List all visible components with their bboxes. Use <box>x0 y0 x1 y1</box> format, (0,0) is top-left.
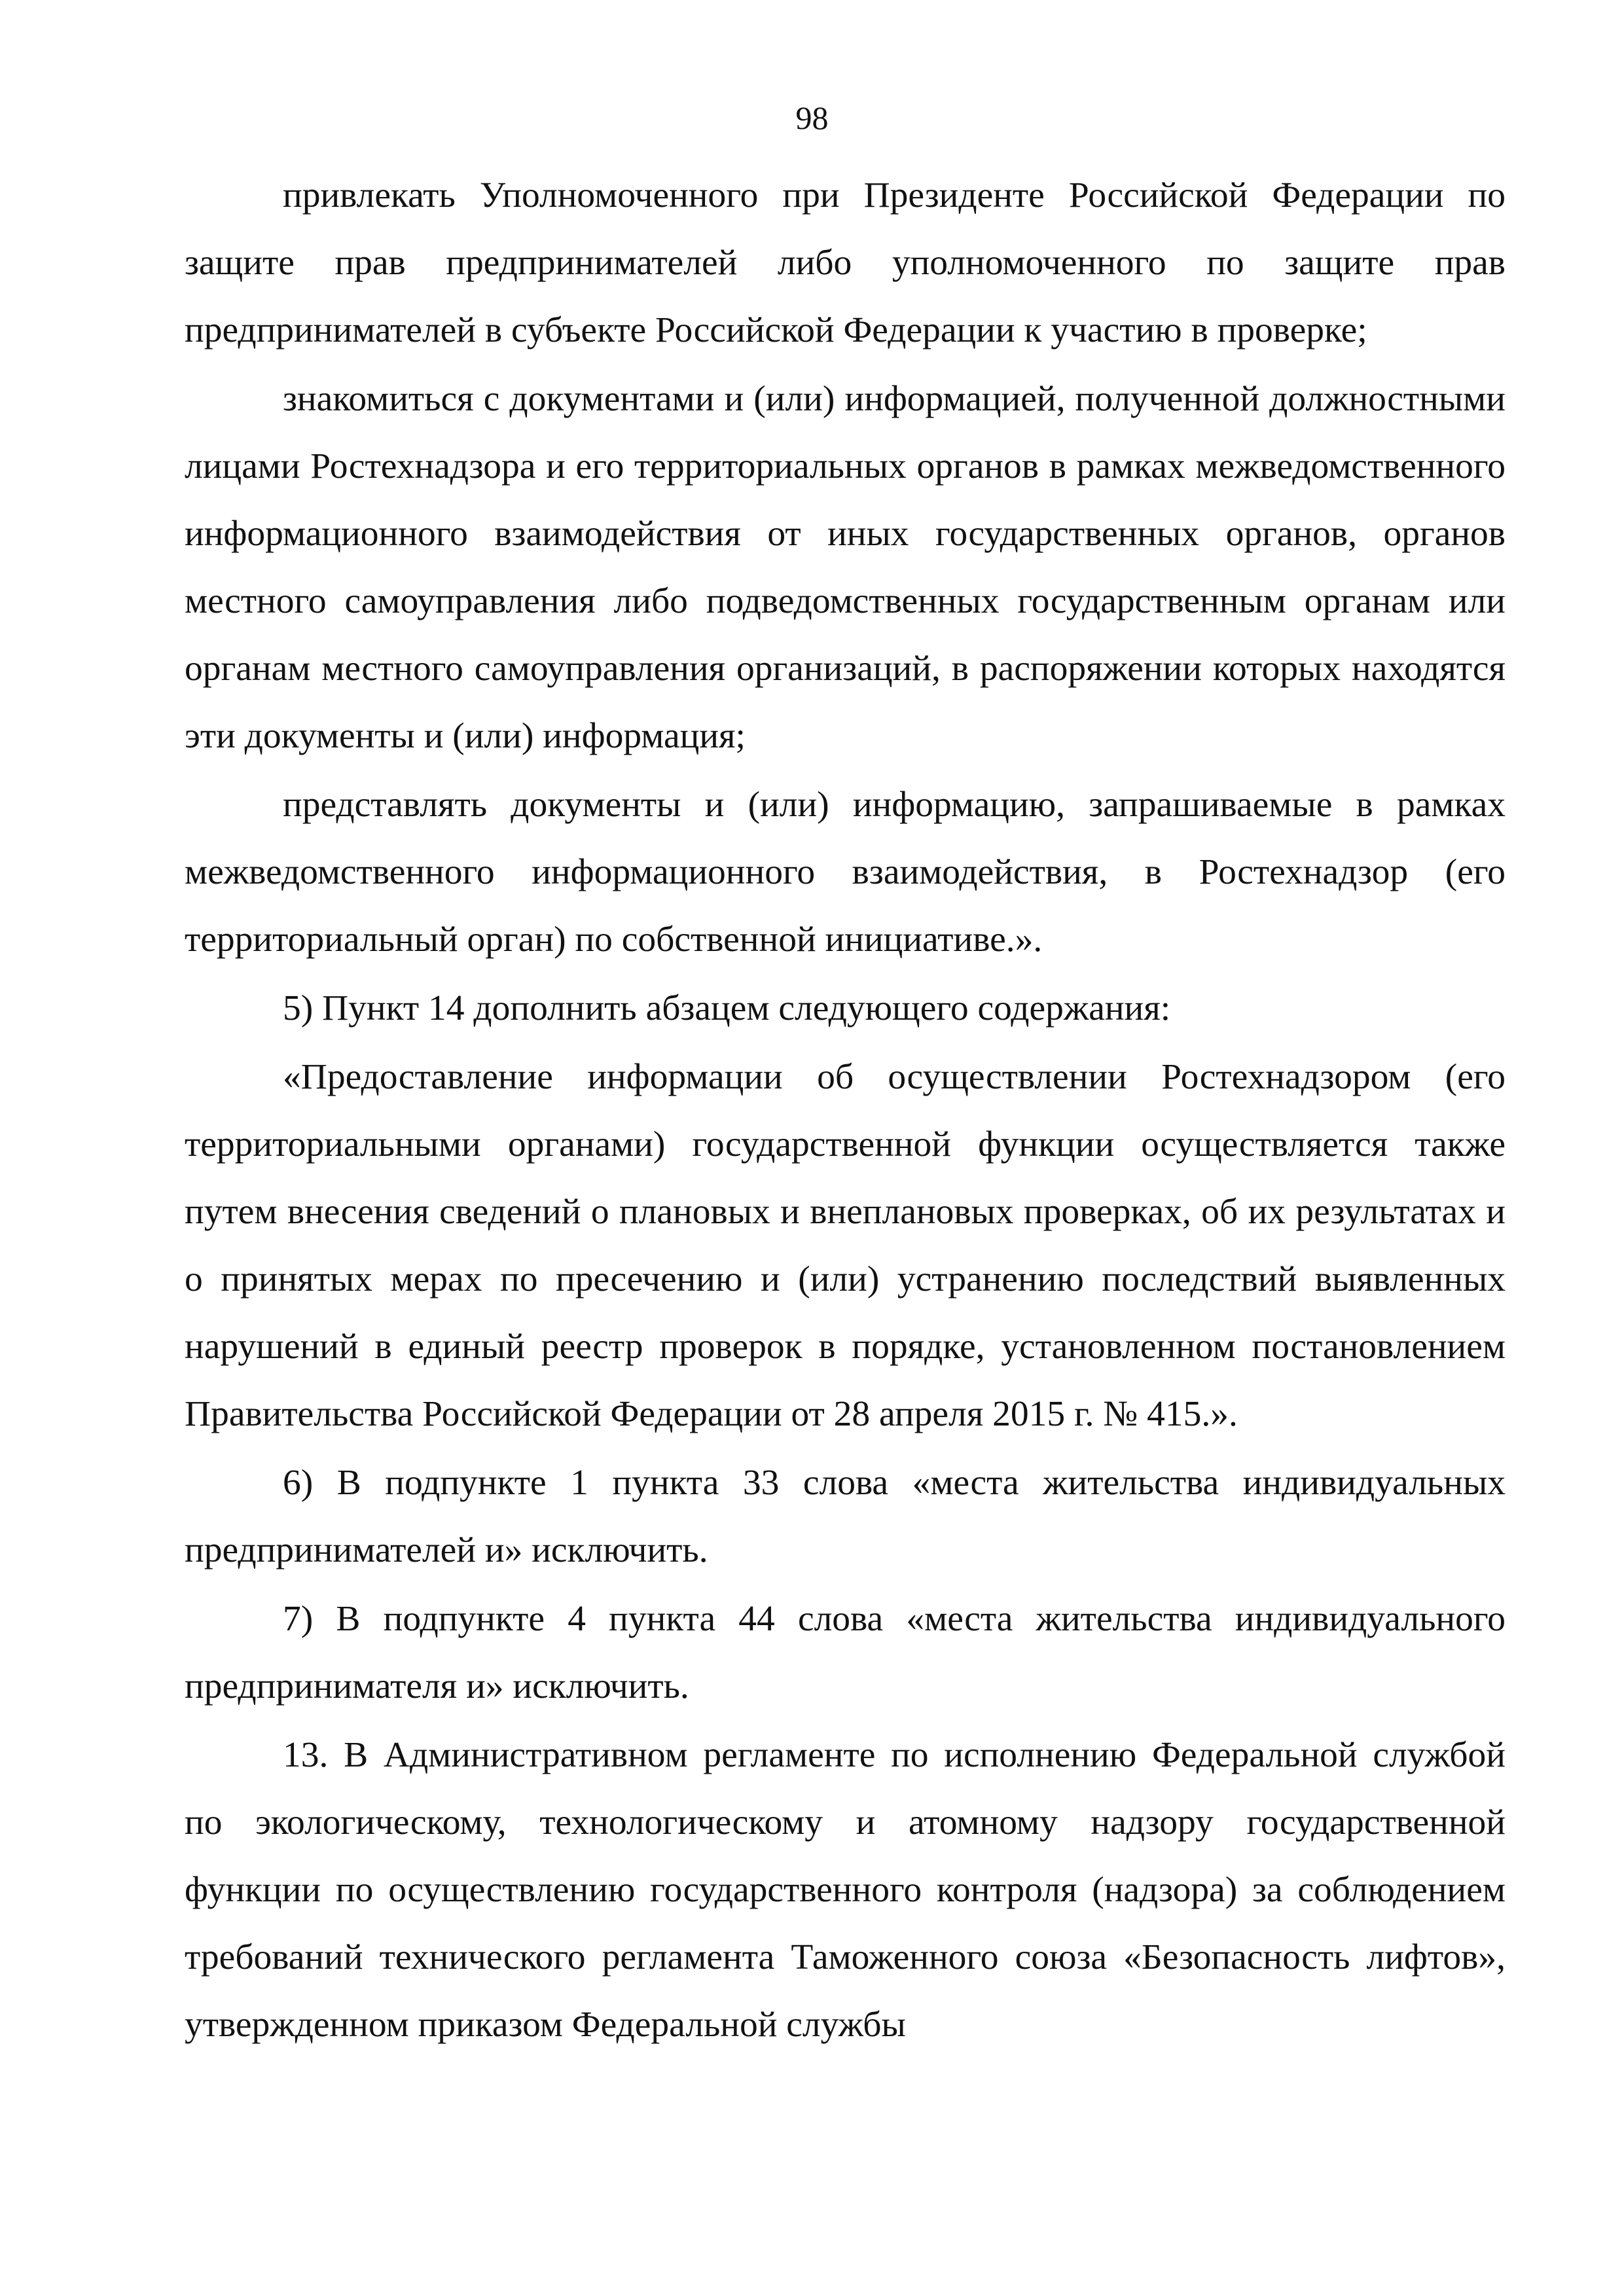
document-body <box>185 162 1506 2058</box>
paragraph-7: 7) В подпункте 4 пункта 44 слова «места жительства индивидуального предпринимателя и» исключить. <box>185 1599 1506 1706</box>
paragraph-6: 6) В подпункте 1 пункта 33 слова «места жительства индивидуальных предпринимателей и» исключить. <box>185 1463 1506 1570</box>
paragraph-4: 5) Пункт 14 дополнить абзацем следующего содержания: <box>283 988 1171 1028</box>
page-number: 98 <box>795 99 829 136</box>
paragraph-8: 13. В Административном регламенте по исполнению Федеральной службой по экологическому, технологическому и атомному надзору государственной функции по осуществлению государственного контроля (надзора) за соблюдением требований технического регламента Таможенного союза «Безопасность лифтов», утвержденном приказом Федеральной службы <box>185 1735 1506 2045</box>
paragraph-3: представлять документы и (или) информацию, запрашиваемые в рамках межведомственного информационного взаимодействия, в Ростехнадзор (его территориальный орган) по собственной инициативе.». <box>185 785 1506 960</box>
paragraph-5: «Предоставление информации об осуществлении Ростехнадзором (его территориальными органами) государственной функции осуществляется также путем внесения сведений о плановых и внеплановых проверках, об их результатах и о принятых мерах по пресечению и (или) устранению последствий выявленных нарушений в единый реестр проверок в порядке, установленном постановлением Правительства Российской Федерации от 28 апреля 2015 г. № 415.». <box>185 1057 1506 1434</box>
paragraph-1: привлекать Уполномоченного при Президенте Российской Федерации по защите прав предпринимателей либо уполномоченного по защите прав предпринимателей в субъекте Российской Федерации к участию в проверке; <box>185 175 1506 350</box>
paragraph-2: знакомиться с документами и (или) информацией, полученной должностными лицами Ростехнадзора и его территориальных органов в рамках межведомственного информационного взаимодействия от иных государственных органов, органов местного самоуправления либо подведомственных государственным органам или органам местного самоуправления организаций, в распоряжении которых находятся эти документы и (или) информация; <box>185 379 1506 756</box>
